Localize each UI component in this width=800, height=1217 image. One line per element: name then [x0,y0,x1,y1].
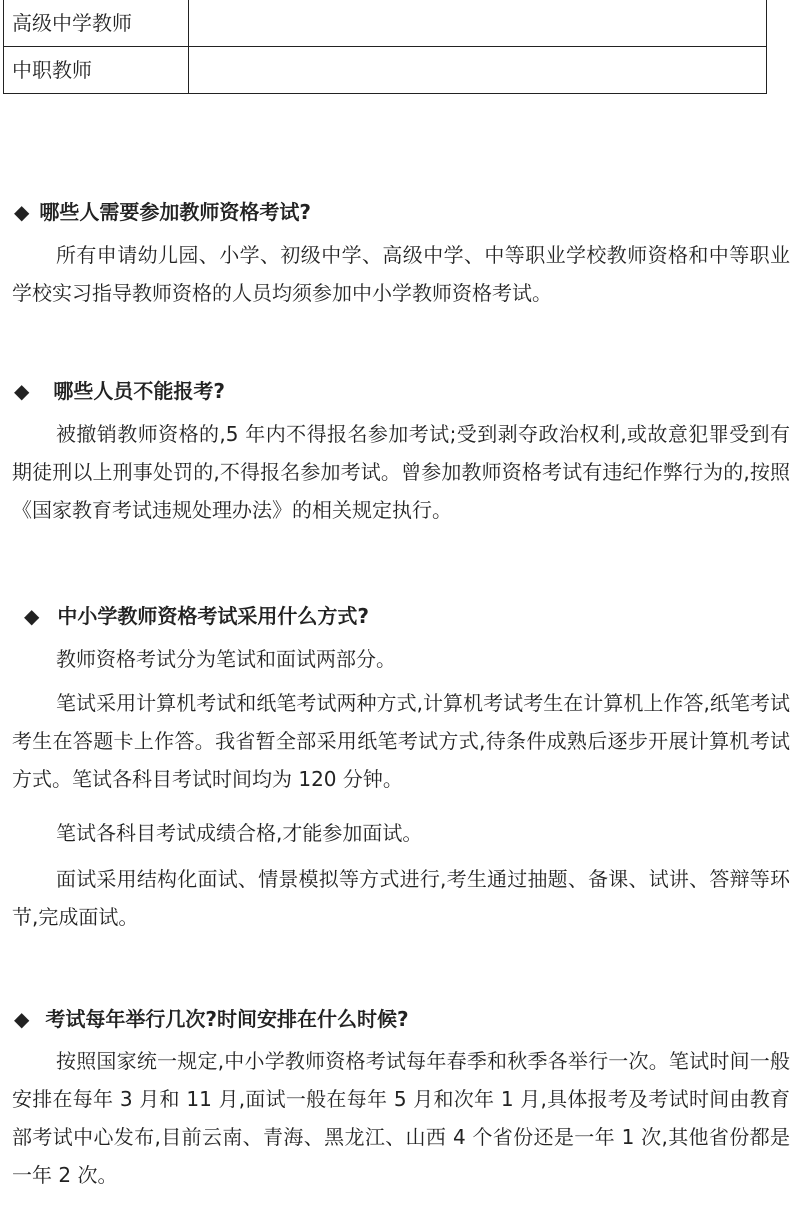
paragraph: 所有申请幼儿园、小学、初级中学、高级中学、中等职业学校教师资格和中等职业学校实习指导教师资格的人员均须参加中小学教师资格考试。 [12,243,790,305]
paragraph: 面试采用结构化面试、情景模拟等方式进行,考生通过抽题、备课、试讲、答辩等环节,完成面试。 [12,867,790,929]
section-heading-text: 中小学教师资格考试采用什么方式? [57,604,369,628]
section-heading [14,196,311,225]
diamond-bullet-icon: ◆ [14,200,30,224]
table-cell-value [190,0,766,46]
paragraph: 教师资格考试分为笔试和面试两部分。 [56,647,396,671]
table-row [4,0,766,47]
paragraph: 笔试采用计算机考试和纸笔考试两种方式,计算机考试考生在计算机上作答,纸笔考试考生在答题卡上作答。我省暂全部采用纸笔考试方式,待条件成熟后逐步开展计算机考试方式。笔试各科目考试时间均为 120 分钟。 [12,691,790,791]
section-heading-text: 考试每年举行几次?时间安排在什么时候? [45,1007,409,1031]
paragraph: 按照国家统一规定,中小学教师资格考试每年春季和秋季各举行一次。笔试时间一般安排在每年 3 月和 11 月,面试一般在每年 5 月和次年 1 月,具体报考及考试时间由教育部考试中心发布,目前云南、青海、黑龙江、山西 4 个省份还是一年 1 次,其他省份都是一年 2 次。 [12,1049,790,1187]
section-heading [14,375,225,404]
paragraph: 笔试各科目考试成绩合格,才能参加面试。 [56,821,423,845]
table-cell-label: 中职教师 [4,47,189,93]
section-heading-text: 哪些人员不能报考? [53,379,225,403]
section-heading [24,600,369,629]
table-cell-value [190,47,766,93]
paragraph: 被撤销教师资格的,5 年内不得报名参加考试;受到剥夺政治权利,或故意犯罪受到有期徒刑以上刑事处罚的,不得报名参加考试。曾参加教师资格考试有违纪作弊行为的,按照《国家教育考试违规处理办法》的相关规定执行。 [12,422,790,522]
diamond-bullet-icon: ◆ [14,1007,30,1031]
diamond-bullet-icon: ◆ [24,604,40,628]
qualification-table [3,0,767,94]
section-heading-text: 哪些人需要参加教师资格考试? [39,200,311,224]
table-cell-label: 高级中学教师 [4,0,189,46]
table-row [4,47,766,93]
section-heading [14,1003,409,1032]
diamond-bullet-icon: ◆ [14,379,30,403]
